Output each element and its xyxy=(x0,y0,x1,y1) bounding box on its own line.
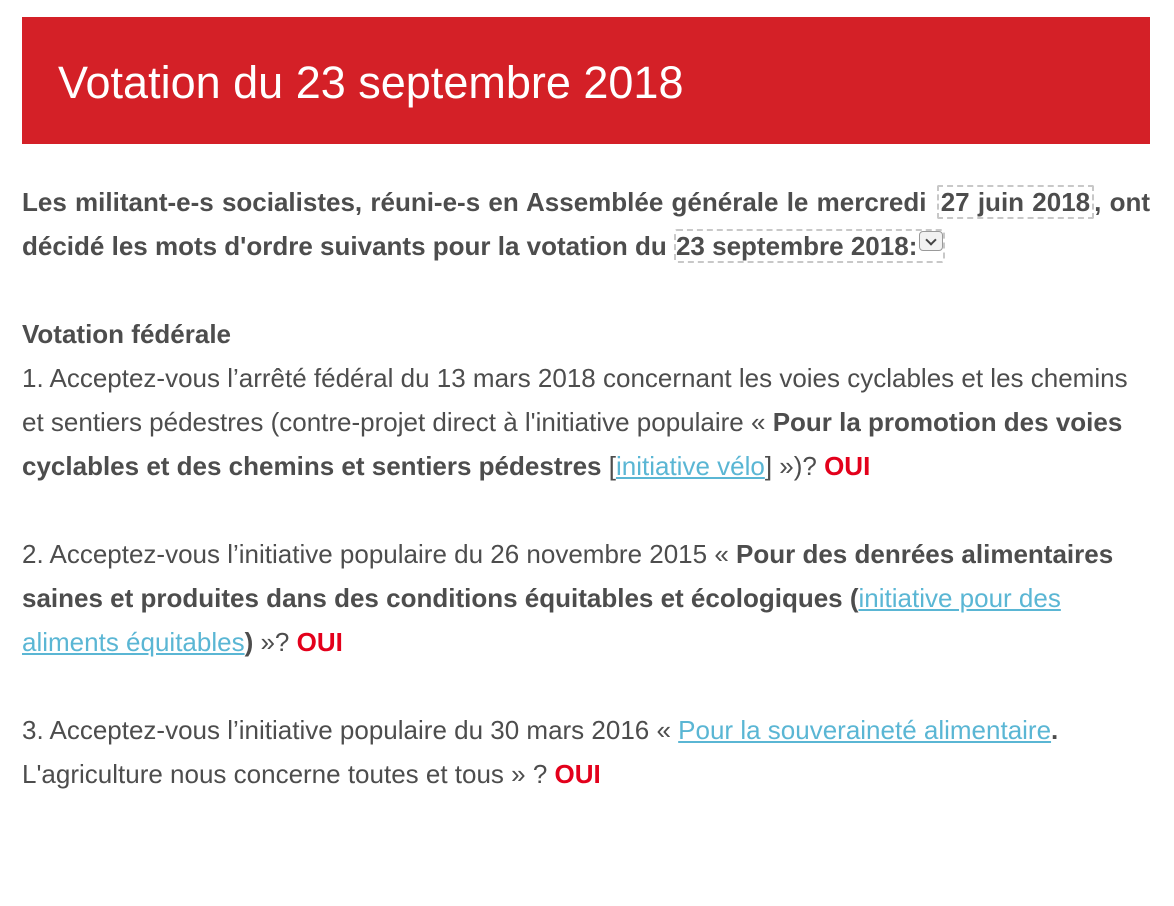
question-3 xyxy=(22,708,1150,796)
date-chip-27-juin[interactable]: 27 juin 2018 xyxy=(937,185,1094,219)
intro-colon: : xyxy=(908,231,918,261)
link-initiative-velo[interactable]: initiative vélo xyxy=(615,451,765,481)
date-chip-month: septembre 2018 xyxy=(712,231,909,261)
q2-paren-close: ) xyxy=(244,627,254,657)
q3-answer: OUI xyxy=(554,759,601,789)
q2-answer: OUI xyxy=(296,627,343,657)
q3-dot: . xyxy=(1051,715,1059,745)
q3-text: 3. Acceptez-vous l’initiative populaire du 30 mars 2016 « xyxy=(22,715,679,745)
date-chip-23-septembre[interactable] xyxy=(674,229,945,263)
section-title-federal: Votation fédérale xyxy=(22,319,232,349)
q2-initiative-title: Pour des denrées alimentaires saines et produites dans des conditions équitables et écologiques ( xyxy=(22,539,1114,613)
intro-text-a: Les militant-e-s socialistes, réuni-e-s en Assemblée générale le mercredi xyxy=(22,187,935,217)
date-chip-day: 23 xyxy=(675,231,705,261)
q1-tail: ] »)? xyxy=(764,451,825,481)
q1-answer: OUI xyxy=(824,451,871,481)
question-1 xyxy=(22,356,1150,488)
article-body xyxy=(22,180,1150,796)
spacer xyxy=(22,268,1150,312)
q2-text: 2. Acceptez-vous l’initiative populaire du 26 novembre 2015 « xyxy=(22,539,736,569)
intro-paragraph xyxy=(22,180,1150,268)
page-title: Votation du 23 septembre 2018 xyxy=(58,57,684,108)
q1-text: 1. Acceptez-vous l’arrêté fédéral du 13 mars 2018 concernant les voies cyclables et les chemins et sentiers pédestres (contre-projet direct à l'initiative populaire « xyxy=(22,363,1128,437)
link-souverainete-alimentaire[interactable]: Pour la souveraineté alimentaire xyxy=(678,715,1052,745)
link-aliments-equitables[interactable]: initiative pour des aliments équitables xyxy=(22,583,1061,657)
spacer xyxy=(22,488,1150,532)
q2-tail: »? xyxy=(253,627,297,657)
q3-tail: L'agriculture nous concerne toutes et tous » ? xyxy=(22,759,555,789)
q1-initiative-title: Pour la promotion des voies cyclables et des chemins et sentiers pédestres xyxy=(22,407,1123,481)
spacer xyxy=(22,664,1150,708)
question-2 xyxy=(22,532,1150,664)
header-banner xyxy=(22,17,1150,144)
intro-text-b: , ont décidé les mots d'ordre suivants pour la votation du xyxy=(22,187,1150,261)
chevron-down-icon[interactable] xyxy=(919,231,943,251)
q1-bracket: [ xyxy=(601,451,616,481)
